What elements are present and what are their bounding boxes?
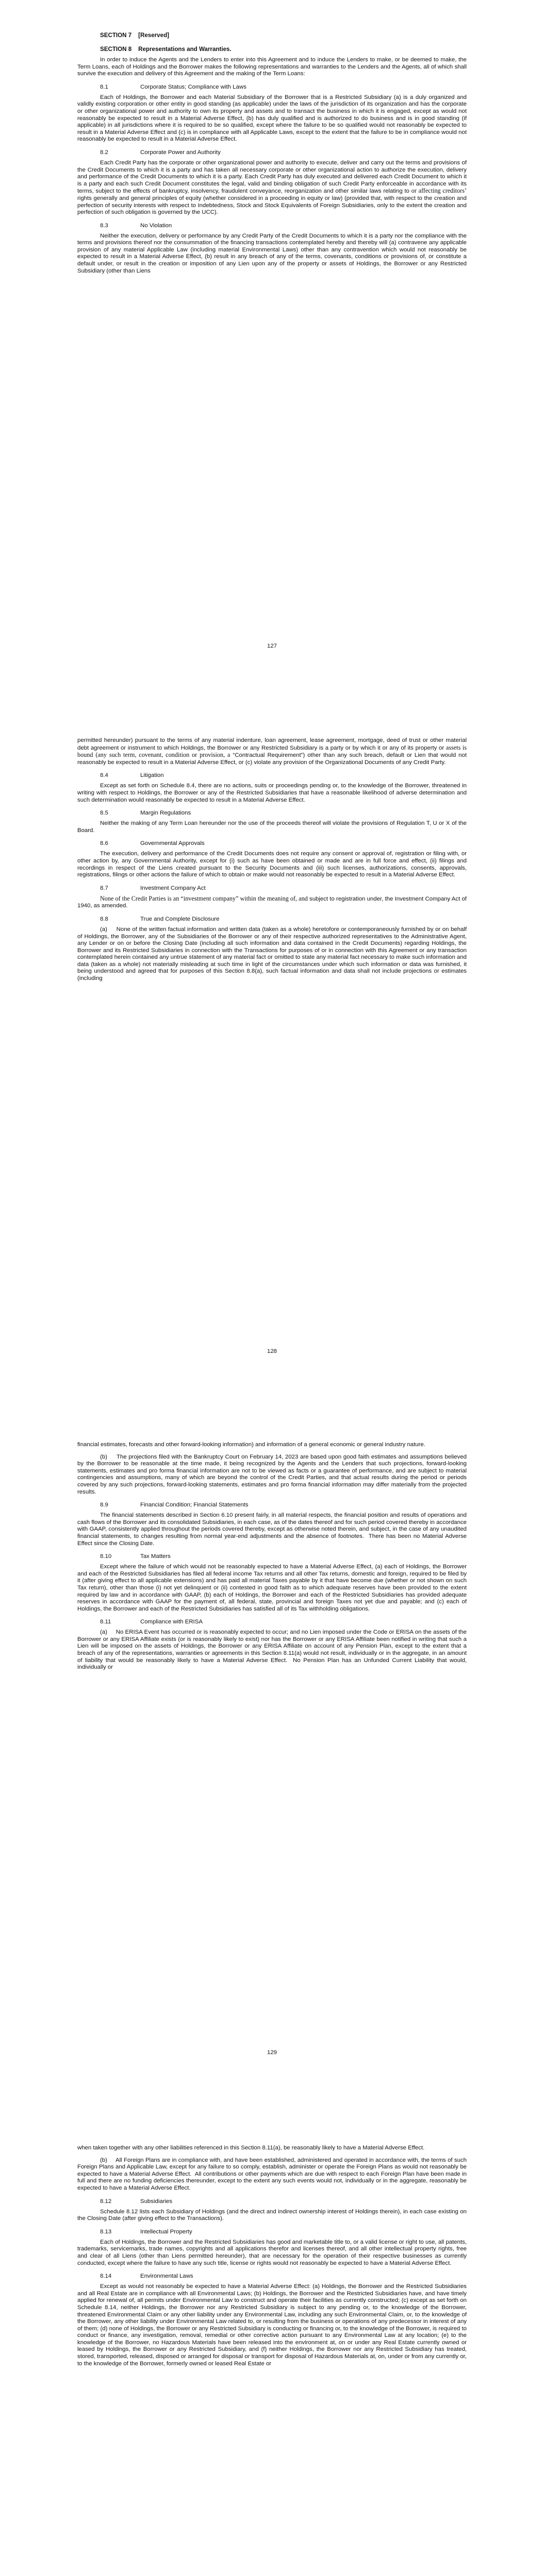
subsection-8-6-heading: 8.6 Governmental Approvals — [100, 840, 205, 847]
subsection-8-3-continued: permitted hereunder) pursuant to the terms of any material indenture, loan agreement, lease agreement, mortgage, deed of trust or other material debt agreement or instrument to which Holdings, the Borrower or any Restricted Subsidiary is a party or by which it or any of its property or assets is bound (any such term, covenant, condition or provision, a “Contractual Requirement”) other than any such breach, default or Lien that would not reasonably be expected to result in a Material Adverse Effect, or (c) violate any provision of the Organizational Documents of any Credit Party. — [77, 737, 467, 766]
page-number-127: 127 — [267, 643, 277, 649]
subsection-8-10-text: Except where the failure of which would not be reasonably expected to have a Material Adverse Effect, (a) each of Holdings, the Borrower and each of the Restricted Subsidiaries has filed all federal income Tax returns and all other Tax returns, domestic and foreign, required to be filed by it (after giving effect to all applicable extensions) and has paid all material Taxes payable by it that have become due (whether or not shown on such Tax return), other than those (i) not yet delinquent or (ii) contested in good faith as to which adequate reserves have been provided to the extent required by law and in accordance with GAAP, (b) each of Holdings, the Borrower and each of the Restricted Subsidiaries has provided adequate reserves in accordance with GAAP for the payment of, all federal, state, provincial and foreign Taxes not yet due and payable; and (c) each of Holdings, the Borrower and each of the Restricted Subsidiaries has satisfied all of its Tax withholding obligations. — [77, 1564, 467, 1612]
page-number-129: 129 — [267, 2049, 277, 2056]
subsection-8-11-b-text: (b) All Foreign Plans are in compliance with, and have been established, administered and operated in accordance with, the terms of such Foreign Plans and Applicable Law, except for any failure to so comply, establish, administer or operate the Foreign Plans as would not reasonably be expected to have a Material Adverse Effect. All contributions or other payments which are due with respect to each Foreign Plan have been made in full and there are no funding deficiencies thereunder, except to the extent any such events would not, individually or in the aggregate, reasonably be expected to have a Material Adverse Effect. — [77, 2157, 469, 2191]
subsection-8-11-a-text: (a) No ERISA Event has occurred or is reasonably expected to occur; and no Lien imposed under the Code or ERISA on the assets of the Borrower or any ERISA Affiliate exists (or is reasonably likely to exist) nor has the Borrower or any ERISA Affiliate been notified in writing that such a Lien will be imposed on the assets of Holdings, the Borrower or any ERISA Affiliate on account of any Pension Plan, except to the extent that a breach of any of the representations, warranties or agreements in this Section 8.11(a) would not result, individually or in the aggregate, in an amount of liability that would be reasonably likely to have a Material Adverse Effect. No Pension Plan has an Unfunded Current Liability that would, individually or — [77, 1629, 469, 1671]
section-8-intro: In order to induce the Agents and the Lenders to enter into this Agreement and to induce the Lenders to make, or be deemed to make, the Term Loans, each of Holdings and the Borrower makes the following representations and warranties to the Lenders and the Agents, all of which shall survive the execution and delivery of this Agreement and the making of the Term Loans: — [77, 57, 467, 77]
subsection-8-11-continued: when taken together with any other liabilities referenced in this Section 8.11(a), be reasonably likely to have a Material Adverse Effect. — [77, 2145, 425, 2151]
subsection-8-8-heading: 8.8 True and Complete Disclosure — [100, 916, 220, 922]
subsection-8-12-text: Schedule 8.12 lists each Subsidiary of Holdings (and the direct and indirect ownership interest of Holdings therein), in each case existing on the Closing Date (after giving effect to the Transactions). — [77, 2208, 467, 2222]
subsection-8-1-heading: 8.1 Corporate Status; Compliance with Laws — [100, 83, 246, 90]
subsection-8-6-text: The execution, delivery and performance of the Credit Documents does not require any consent or approval of, registration or filing with, or other action by, any Governmental Authority, except for (i) such as have been obtained or made and are in full force and effect, (ii) filings and recordings in respect of the Liens created pursuant to the Security Documents and (iii) such licenses, authorizations, consents, approvals, registrations, filings or other actions the failure of which to obtain or make would not reasonably be expected to result in a Material Adverse Effect. — [77, 851, 467, 878]
subsection-8-13-text: Each of Holdings, the Borrower and the Restricted Subsidiaries has good and marketable title to, or a valid license or right to use, all patents, trademarks, servicemarks, trade names, copyrights and all applications therefor and licenses thereof, and all other intellectual property rights, free and clear of all Liens (other than Liens permitted hereunder), that are necessary for the operation of their respective businesses as currently conducted, except where the failure to have any such title, license or rights would not reasonably be expected to have a Material Adverse Effect. — [77, 2239, 467, 2266]
subsection-8-7-text: None of the Credit Parties is an “investment company” within the meaning of, and subject to registration under, the Investment Company Act of 1940, as amended. — [77, 894, 467, 909]
subsection-8-13-heading: 8.13 Intellectual Property — [100, 2228, 192, 2235]
subsection-8-4-heading: 8.4 Litigation — [100, 772, 164, 779]
page-128 — [0, 703, 544, 1406]
subsection-8-12-heading: 8.12 Subsidiaries — [100, 2198, 173, 2205]
subsection-8-5-text: Neither the making of any Term Loan hereunder nor the use of the proceeds thereof will violate the provisions of Regulation T, U or X of the Board. — [77, 820, 467, 834]
page-130 — [0, 2110, 544, 2576]
subsection-8-2-text: Each Credit Party has the corporate or other organizational power and authority to execute, deliver and carry out the terms and provisions of the Credit Documents to which it is a party and has taken all necessary corporate or other organizational action to authorize the execution, delivery and performance of the Credit Documents to which it is a party. Each Credit Party has duly executed and delivered each Credit Document to which it is a party and each such Credit Document constitutes the legal, valid and binding obligation of such Credit Party enforceable in accordance with its terms, subject to the effects of bankruptcy, insolvency, fraudulent conveyance, reorganization and other similar laws relating to or affecting creditors’ rights generally and general principles of equity (whether considered in a proceeding in equity or law) (provided that, with respect to the creation and perfection of security interests with respect to Indebtedness, Stock and Stock Equivalents of Foreign Subsidiaries, only to the extent the creation and perfection of such obligation is governed by the UCC). — [77, 159, 467, 216]
page-130-content — [77, 2145, 467, 2370]
subsection-8-14-text: Except as would not reasonably be expected to have a Material Adverse Effect: (a) Holdings, the Borrower and the Restricted Subsidiaries and all Real Estate are in compliance with all Environmental Laws; (b) Holdings, the Borrower and the Restricted Subsidiaries have, and have timely applied for renewal of, all permits under Environmental Law to construct and operate their facilities as currently constructed; (c) except as set forth on Schedule 8.14, neither Holdings, the Borrower nor any Restricted Subsidiary is subject to any pending or, to the knowledge of the Borrower, threatened Environmental Claim or any other liability under any Environmental Law, including any such Environmental Claim, or, to the knowledge of the Borrower, any other liability under Environmental Law related to, or resulting from the business or operations of any predecessor in interest of any of them; (d) none of Holdings, the Borrower or any Restricted Subsidiary is conducting or financing or, to the knowledge of the Borrower, is required to conduct or finance, any investigation, removal, remedial or other corrective action pursuant to any Environmental Law at any location; (e) to the knowledge of the Borrower, no Hazardous Materials have been released into the environment at, on or under any Real Estate currently owned or leased by Holdings, the Borrower or any Restricted Subsidiary, and (f) neither Holdings, the Borrower nor any Restricted Subsidiary has treated, stored, transported, released, disposed or arranged for disposal or transport for disposal of Hazardous Materials at, on, under or from any currently or, to the knowledge of the Borrower, formerly owned or leased Real Estate or — [77, 2283, 467, 2367]
subsection-8-14-heading: 8.14 Environmental Laws — [100, 2273, 193, 2280]
subsection-8-10-heading: 8.10 Tax Matters — [100, 1553, 171, 1560]
section-7-heading: SECTION 7 [Reserved] — [100, 32, 170, 39]
subsection-8-9-text: The financial statements described in Section 6.10 present fairly, in all material respects, the financial position and results of operations and cash flows of the Borrower and its consolidated Subsidiaries, in each case, as of the dates thereof and for such period covered thereby in accordance with GAAP, consistently applied throughout the periods covered thereby, except as otherwise noted therein, and subject, in the case of any unaudited financial statements, to changes resulting from normal year-end adjustments and the absence of footnotes. There has been no Material Adverse Effect since the Closing Date. — [77, 1512, 469, 1547]
page-129-content — [77, 1442, 467, 1674]
subsection-8-4-text: Except as set forth on Schedule 8.4, there are no actions, suits or proceedings pending or, to the knowledge of the Borrower, threatened in writing with respect to Holdings, the Borrower or any of the Restricted Subsidiaries that have a reasonable likelihood of adverse determination and such determination would reasonably be expected to result in a Material Adverse Effect. — [77, 783, 467, 803]
subsection-8-7-heading: 8.7 Investment Company Act — [100, 885, 206, 891]
subsection-8-1-text: Each of Holdings, the Borrower and each Material Subsidiary of the Borrower that is a Restricted Subsidiary (a) is a duly organized and validly existing corporation or other entity in good standing (as applicable) under the laws of the jurisdiction of its organization and has the corporate or other organizational power and authority to own its property and assets and to transact the business in which it is engaged, except as would not reasonably be expected to result in a Material Adverse Effect, (b) has duly qualified and is authorized to do business and is in good standing (if applicable) in all jurisdictions where it is required to be so qualified, except where the failure to be so qualified would not reasonably be expected to result in a Material Adverse Effect and (c) is in compliance with all Applicable Laws, except to the extent that the failure to be in compliance would not reasonably be expected to result in a Material Adverse Effect. — [77, 94, 467, 143]
subsection-8-11-heading: 8.11 Compliance with ERISA — [100, 1619, 203, 1625]
page-127-content — [77, 32, 467, 278]
subsection-8-2-heading: 8.2 Corporate Power and Authority — [100, 149, 221, 156]
subsection-8-8-continued: financial estimates, forecasts and other forward-looking information) and information of a general economic or general industry nature. — [77, 1442, 425, 1448]
page-127 — [0, 0, 544, 703]
page-129 — [0, 1406, 544, 2110]
subsection-8-3-heading: 8.3 No Violation — [100, 222, 172, 229]
section-8-heading: SECTION 8 Representations and Warranties. — [100, 46, 232, 53]
page-128-content — [77, 737, 467, 986]
page-number-128: 128 — [267, 1348, 277, 1354]
subsection-8-8-b-text: (b) The projections filed with the Bankruptcy Court on February 14, 2023 are based upon good faith estimates and assumptions believed by the Borrower to be reasonable at the time made, it being recognized by the Agents and the Lenders that such projections, forward-looking statements, estimates and pro forma financial information are not to be viewed as facts or a guarantee of performance, and are subject to material contingencies and assumptions, many of which are beyond the control of the Credit Parties, and that actual results during the period or periods covered by any such projections, forward-looking statements, estimates and pro forma financial information may differ materially from the projected results. — [77, 1453, 469, 1495]
subsection-8-9-heading: 8.9 Financial Condition; Financial Statements — [100, 1502, 249, 1509]
subsection-8-8-a-text: (a) None of the written factual information and written data (taken as a whole) heretofore or contemporaneously furnished by or on behalf of Holdings, the Borrower, any of the Subsidiaries of the Borrower or any of their respective authorized representatives to the Administrative Agent, any Lender or on or before the Closing Date (including all such information and data contained in the Credit Documents) regarding Holdings, the Borrower and its Restricted Subsidiaries in connection with the Transactions for purposes of or in connection with this Agreement or any transaction contemplated herein contained any untrue statement of any material fact or omitted to state any material fact necessary to make such information and data (taken as a whole) not materially misleading at such time in light of the circumstances under which such information or data was furnished, it being understood and agreed that for purposes of this Section 8.8(a), such factual information and data shall not include projections or estimates (including — [77, 926, 469, 982]
subsection-8-3-text: Neither the execution, delivery or performance by any Credit Party of the Credit Documents to which it is a party nor the compliance with the terms and provisions thereof nor the consummation of the financing transactions contemplated hereby and thereby will (a) contravene any applicable provision of any material Applicable Law (including material Environmental Laws) other than any contravention which would not reasonably be expected to result in a Material Adverse Effect, (b) result in any breach of any of the terms, covenants, conditions or provisions of, or constitute a default under, or result in the creation or imposition of any Lien upon any of the property or assets of Holdings, the Borrower or any Restricted Subsidiary (other than Liens — [77, 232, 467, 274]
subsection-8-5-heading: 8.5 Margin Regulations — [100, 810, 191, 817]
